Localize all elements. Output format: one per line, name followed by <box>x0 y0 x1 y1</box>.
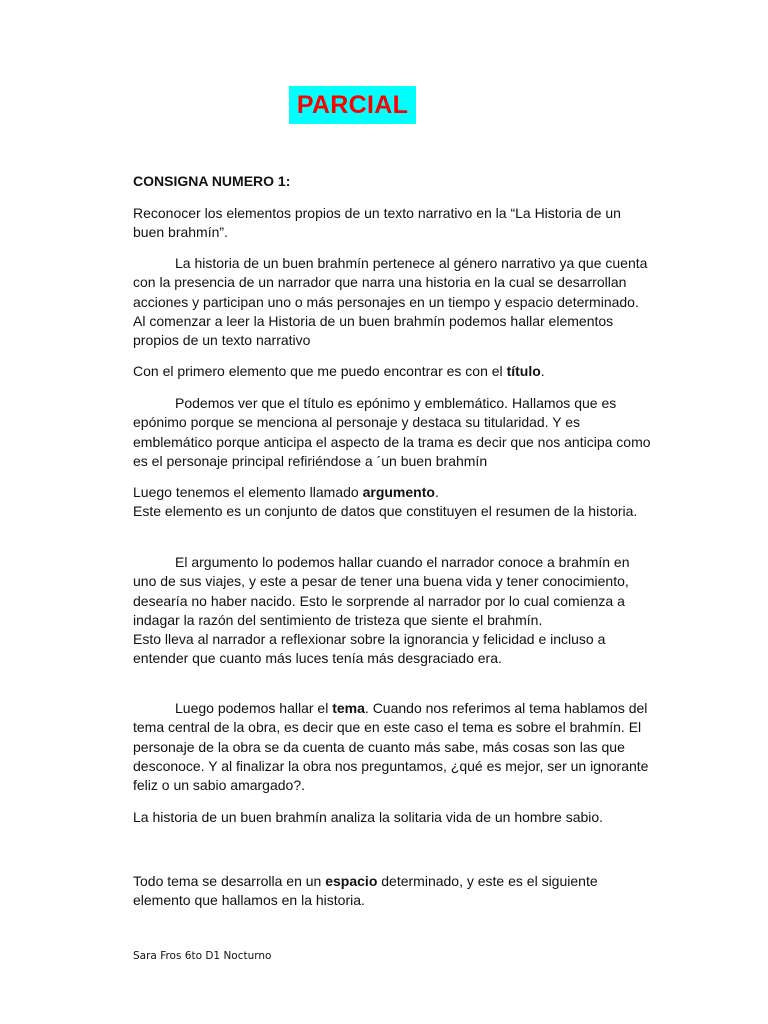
keyword-espacio: espacio <box>325 873 378 889</box>
paragraph-genero-narrativo: La historia de un buen brahmín pertenece al género narrativo ya que cuenta con la presencia de un narrador que narra una historia en la cual se desarrollan acciones y participan uno o más personajes en un tiempo y espacio determinado. Al comenzar a leer la Historia de un buen brahmín podemos hallar elementos propios de un texto narrativo <box>133 255 648 349</box>
keyword-titulo: título <box>506 363 541 379</box>
paragraph-tema-end: . Cuando nos referimos al tema hablamos del tema central de la obra, es decir que en este caso el tema es sobre el brahmín. El personaje de la obra se da cuenta de cuanto más sabe, más cosas son las que desconoce. Y al finalizar la obra nos preguntamos, ¿qué es mejor, ser un ignorante feliz o un sabio amargado?. <box>133 700 649 794</box>
paragraph-espacio-text: Todo tema se desarrolla en un <box>133 873 326 889</box>
paragraph-tema-text: Luego podemos hallar el <box>175 700 333 716</box>
paragraph-titulo <box>133 362 653 381</box>
keyword-tema: tema <box>332 700 365 716</box>
paragraph-titulo-end: . <box>540 363 545 379</box>
paragraph-argumento-line1 <box>133 483 653 502</box>
paragraph-eponimo: Podemos ver que el título es epónimo y emblemático. Hallamos que es epónimo porque se menciona al personaje y destaca su titularidad. Y es emblemático porque anticipa el aspecto de la trama es decir que nos anticipa como es el personaje principal refiriéndose a ´un buen brahmín <box>133 395 651 469</box>
paragraph-argumento-detalle-line2: Esto lleva al narrador a reflexionar sobre la ignorancia y felicidad e incluso a entender que cuanto más luces tenía más desgraciado era. <box>133 631 606 667</box>
paragraph-argumento-detalle <box>133 553 653 669</box>
paragraph-argumento-end: . <box>434 484 439 500</box>
paragraph-argumento-line2: Este elemento es un conjunto de datos que constituyen el resumen de la historia. <box>133 503 638 520</box>
keyword-argumento: argumento <box>362 484 435 500</box>
paragraph-titulo-text: Con el primero elemento que me puedo encontrar es con el <box>133 363 507 379</box>
section-heading: CONSIGNA NUMERO 1: <box>133 173 291 189</box>
paragraph-argumento <box>133 483 653 522</box>
paragraph-argumento-text: Luego tenemos el elemento llamado <box>133 484 363 500</box>
paragraph-espacio-end: determinado, y este es el siguiente elemento que hallamos en la historia. <box>133 873 598 909</box>
page-footer: Sara Fros 6to D1 Nocturno <box>133 950 272 962</box>
paragraph-hombre-sabio: La historia de un buen brahmín analiza la solitaria vida de un hombre sabio. <box>133 809 604 825</box>
paragraph-tema <box>133 699 653 795</box>
document-title: PARCIAL <box>289 86 416 124</box>
paragraph-consigna: Reconocer los elementos propios de un texto narrativo en la “La Historia de un buen brahmín”. <box>133 205 621 241</box>
paragraph-argumento-detalle-main: El argumento lo podemos hallar cuando el narrador conoce a brahmín en uno de sus viajes, y este a pesar de tener una buena vida y tener conocimiento, desearía no haber nacido. Esto le sorprende al narrador por lo cual comienza a indagar la razón del sentimiento de tristeza que siente el brahmín. <box>133 554 630 628</box>
paragraph-espacio <box>133 872 653 911</box>
